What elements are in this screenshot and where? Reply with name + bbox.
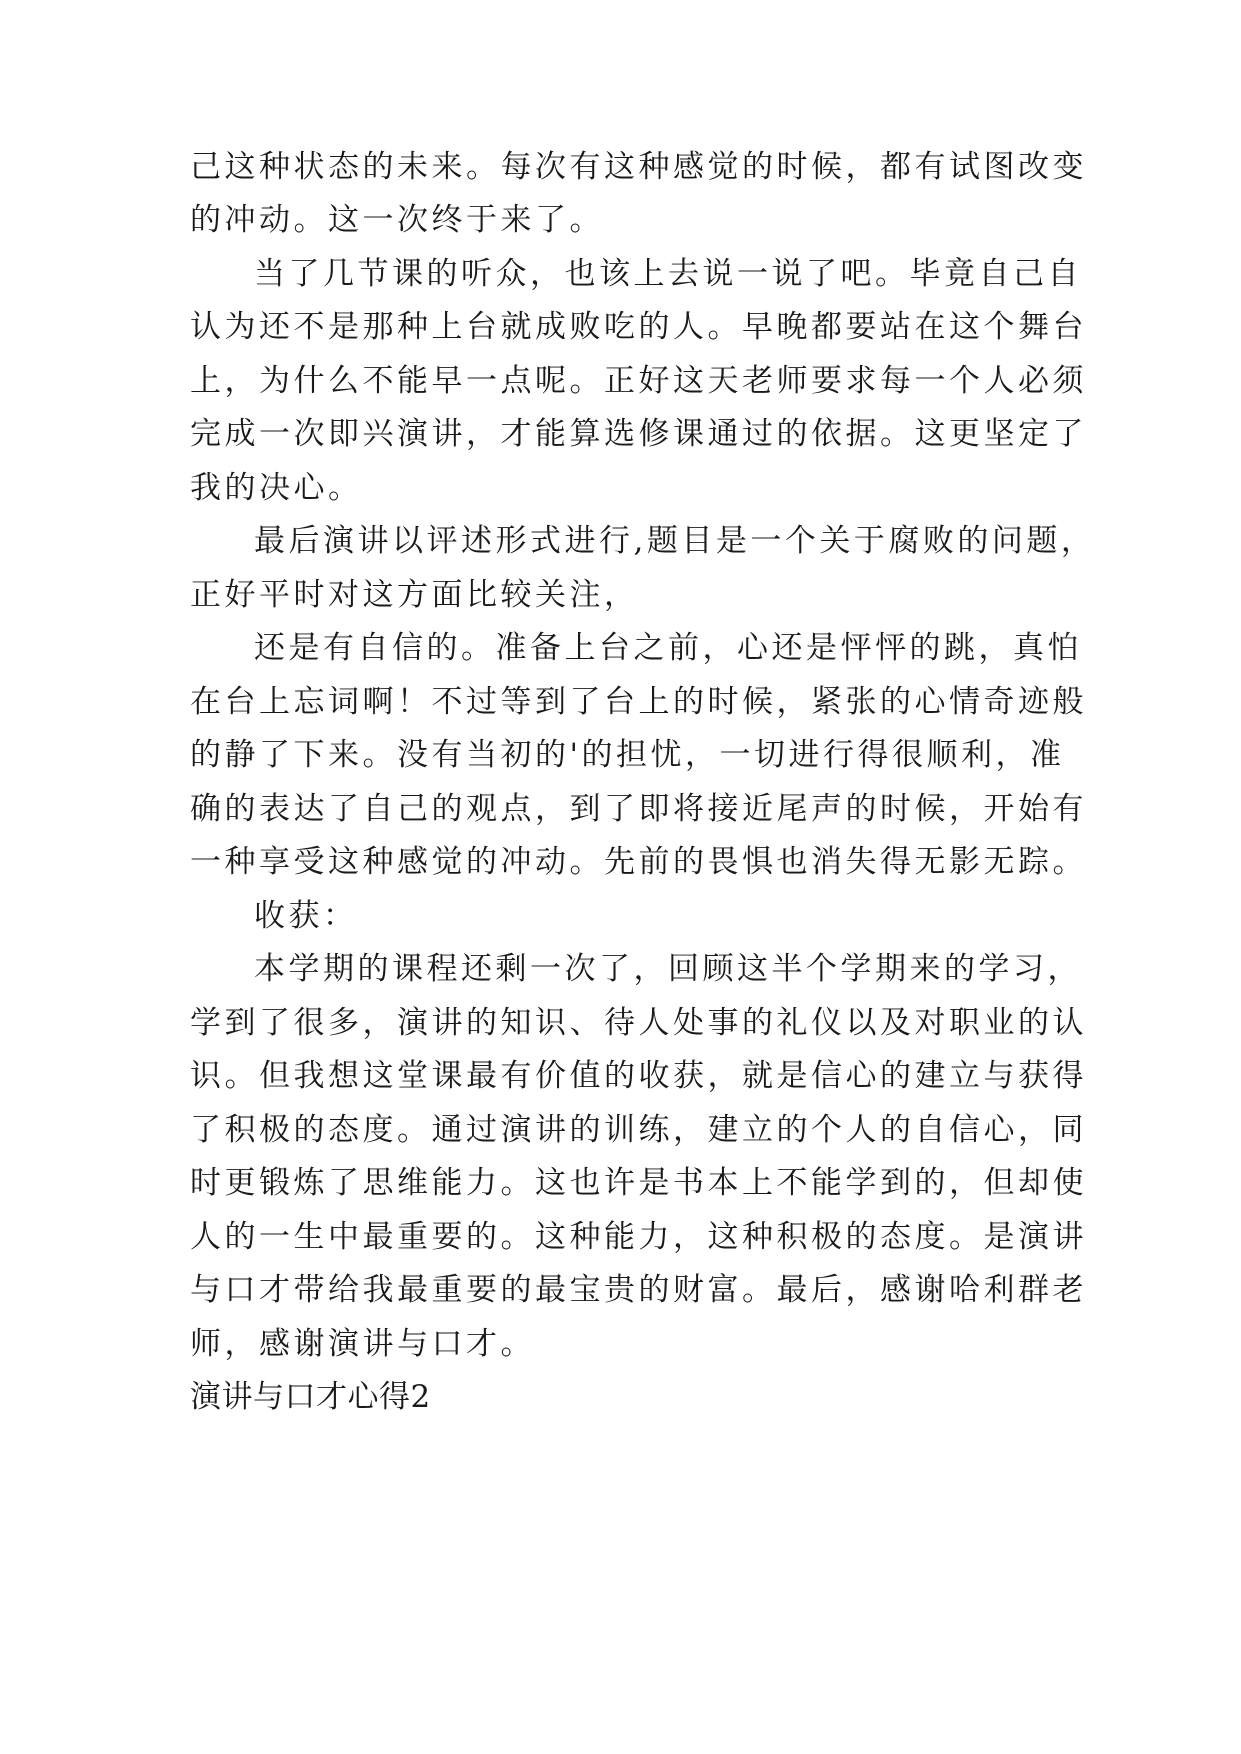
section-heading: 演讲与口才心得2 [190, 1379, 431, 1415]
paragraph-start-line: 还是有自信的。准备上台之前，心还是怦怦的跳，真怕 [254, 630, 1082, 666]
paragraph-start-line: 本学期的课程还剩一次了，回顾这半个学期来的学习， [254, 951, 1082, 987]
text-line: 上，为什么不能早一点呢。正好这天老师要求每一个人必须 [190, 363, 1087, 399]
text-line: 完成一次即兴演讲，才能算选修课通过的依据。这更坚定了 [190, 416, 1087, 452]
text-line: 与口才带给我最重要的最宝贵的财富。最后，感谢哈利群老 [190, 1272, 1087, 1308]
text-line: 的冲动。这一次终于来了。 [190, 202, 604, 238]
text-line: 在台上忘词啊！不过等到了台上的时候，紧张的心情奇迹般 [190, 684, 1087, 720]
section-label: 收获： [254, 898, 358, 934]
text-line: 的静了下来。没有当初的'的担忧，一切进行得很顺利，准 [190, 737, 1065, 773]
text-line: 一种享受这种感觉的冲动。先前的畏惧也消失得无影无踪。 [190, 844, 1087, 880]
paragraph-start-line: 当了几节课的听众，也该上去说一说了吧。毕竟自己自 [254, 256, 1082, 292]
text-line: 时更锻炼了思维能力。这也许是书本上不能学到的，但却使 [190, 1165, 1087, 1201]
text-line: 己这种状态的未来。每次有这种感觉的时候，都有试图改变 [190, 149, 1087, 185]
text-line: 师，感谢演讲与口才。 [190, 1326, 535, 1362]
text-line: 认为还不是那种上台就成败吃的人。早晚都要站在这个舞台 [190, 309, 1087, 345]
text-line: 了积极的态度。通过演讲的训练，建立的个人的自信心，同 [190, 1112, 1087, 1148]
paragraph-start-line: 最后演讲以评述形式进行,题目是一个关于腐败的问题， [254, 523, 1096, 559]
text-line: 人的一生中最重要的。这种能力，这种积极的态度。是演讲 [190, 1219, 1087, 1255]
text-line: 确的表达了自己的观点，到了即将接近尾声的时候，开始有 [190, 791, 1087, 827]
text-line: 正好平时对这方面比较关注， [190, 577, 639, 613]
text-line: 识。但我想这堂课最有价值的收获，就是信心的建立与获得 [190, 1058, 1087, 1094]
text-line: 我的决心。 [190, 470, 363, 506]
text-line: 学到了很多，演讲的知识、待人处事的礼仪以及对职业的认 [190, 1005, 1087, 1041]
